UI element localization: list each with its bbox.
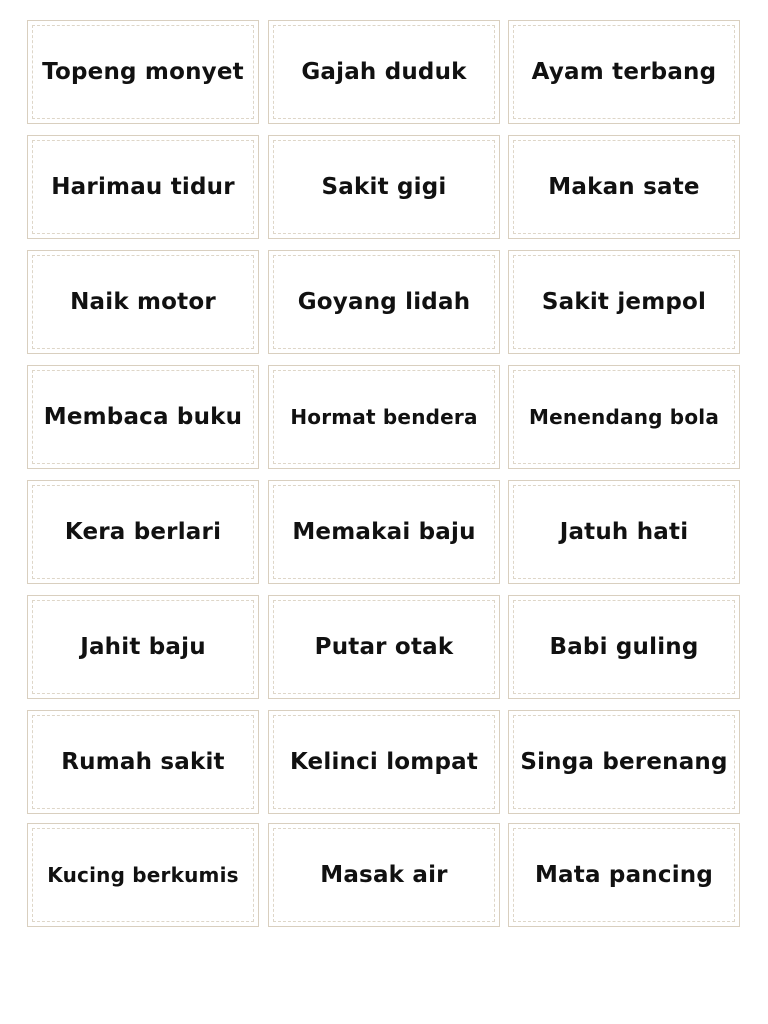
- word-card: [508, 20, 740, 124]
- card-label: Kelinci lompat: [289, 749, 479, 775]
- word-card: [268, 250, 500, 354]
- word-card: [27, 135, 259, 239]
- card-frame: [273, 485, 495, 579]
- word-card: [268, 710, 500, 814]
- card-frame: [32, 140, 254, 234]
- word-card: [27, 823, 259, 927]
- card-frame: [32, 828, 254, 922]
- card-frame: [32, 25, 254, 119]
- card-label: Makan sate: [548, 174, 700, 200]
- word-card: [27, 20, 259, 124]
- card-frame: [273, 828, 495, 922]
- card-frame: [513, 600, 735, 694]
- card-label: Kera berlari: [64, 519, 222, 545]
- card-label: Putar otak: [314, 634, 454, 660]
- card-label: Rumah sakit: [61, 749, 225, 775]
- card-label: Singa berenang: [520, 749, 728, 775]
- word-card: [508, 365, 740, 469]
- word-card: [268, 135, 500, 239]
- card-label: Hormat bendera: [290, 405, 478, 429]
- word-card: [508, 480, 740, 584]
- word-card: [268, 365, 500, 469]
- card-frame: [273, 370, 495, 464]
- card-label: Jatuh hati: [559, 519, 689, 545]
- word-card: [268, 20, 500, 124]
- card-frame: [32, 600, 254, 694]
- card-frame: [273, 140, 495, 234]
- card-frame: [32, 255, 254, 349]
- card-label: Babi guling: [549, 634, 699, 660]
- card-frame: [273, 25, 495, 119]
- card-label: Ayam terbang: [531, 59, 717, 85]
- card-label: Naik motor: [70, 289, 216, 315]
- card-label: Menendang bola: [528, 405, 720, 429]
- card-frame: [513, 370, 735, 464]
- card-label: Gajah duduk: [301, 59, 467, 85]
- card-frame: [273, 715, 495, 809]
- card-frame: [513, 828, 735, 922]
- card-label: Topeng monyet: [42, 59, 244, 85]
- card-label: Memakai baju: [292, 519, 476, 545]
- card-frame: [273, 255, 495, 349]
- word-card: [27, 710, 259, 814]
- card-label: Sakit gigi: [321, 174, 447, 200]
- word-card: [508, 250, 740, 354]
- word-card: [508, 710, 740, 814]
- word-card: [27, 480, 259, 584]
- card-frame: [513, 25, 735, 119]
- card-label: Goyang lidah: [297, 289, 471, 315]
- card-label: Masak air: [320, 862, 448, 888]
- card-frame: [32, 370, 254, 464]
- card-frame: [513, 140, 735, 234]
- card-frame: [513, 715, 735, 809]
- card-frame: [513, 255, 735, 349]
- word-card: [508, 595, 740, 699]
- card-label: Mata pancing: [534, 862, 714, 888]
- card-label: Kucing berkumis: [47, 863, 239, 887]
- card-frame: [513, 485, 735, 579]
- word-card: [508, 135, 740, 239]
- word-card: [508, 823, 740, 927]
- card-frame: [32, 485, 254, 579]
- card-label: Jahit baju: [80, 634, 206, 660]
- word-card: [268, 595, 500, 699]
- card-label: Harimau tidur: [51, 174, 235, 200]
- card-frame: [273, 600, 495, 694]
- card-sheet: [27, 20, 741, 927]
- word-card: [27, 250, 259, 354]
- card-label: Sakit jempol: [541, 289, 707, 315]
- word-card: [27, 365, 259, 469]
- card-label: Membaca buku: [43, 404, 243, 430]
- word-card: [268, 823, 500, 927]
- card-frame: [32, 715, 254, 809]
- word-card: [27, 595, 259, 699]
- word-card: [268, 480, 500, 584]
